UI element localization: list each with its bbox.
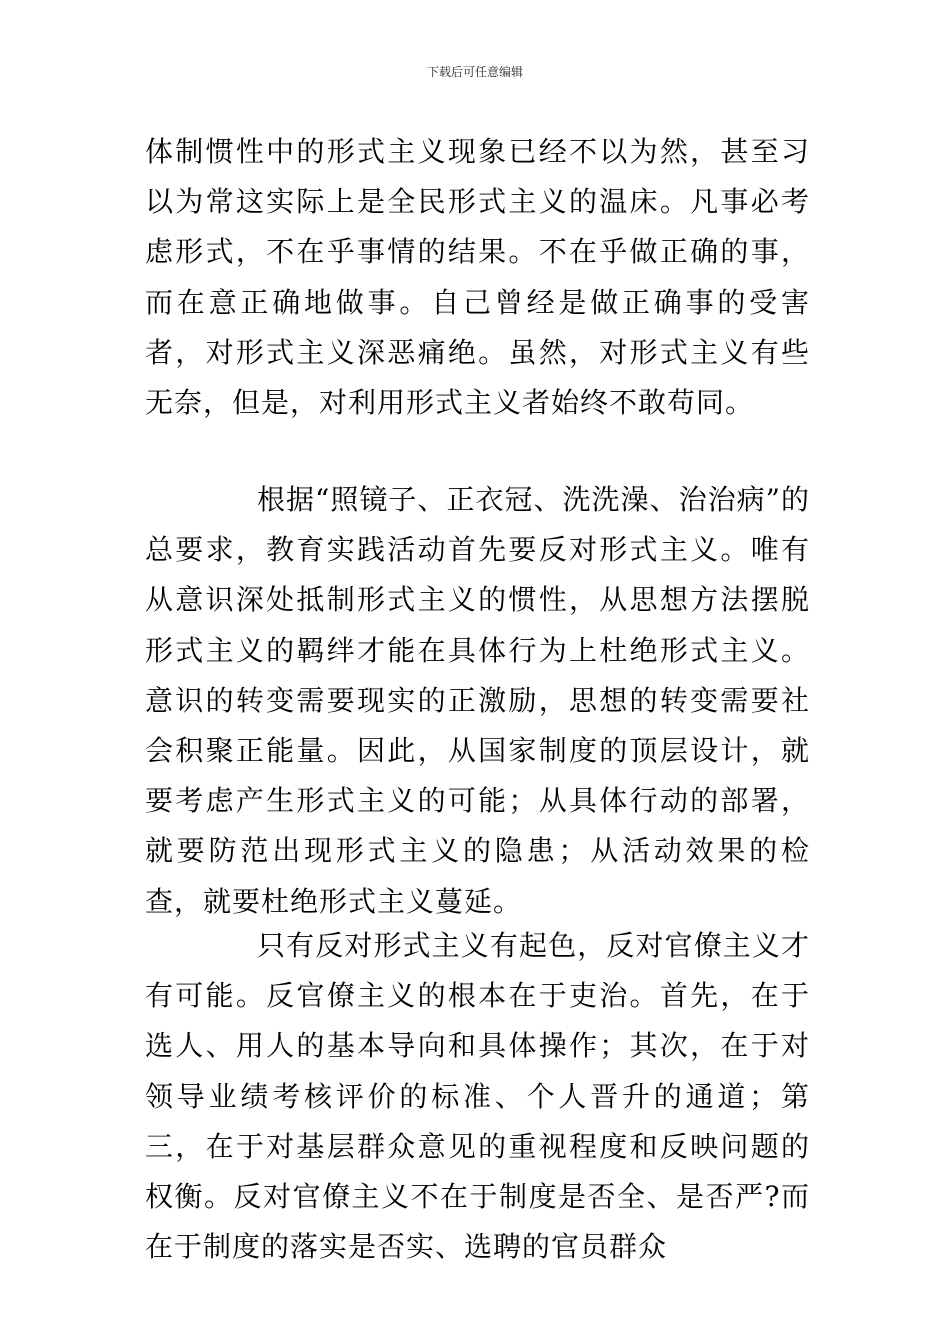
paragraph-2: 根据“照镜子、正衣冠、洗洗澡、治治病”的总要求，教育实践活动首先要反对形式主义。唯有从意识深处抵制形式主义的惯性，从思想方法摆脱形式主义的羁绊才能在具体行为上杜绝形式主义。意识的转变需要现实的正激励，思想的转变需要社会积聚正能量。因此，从国家制度的顶层设计，就要考虑产生形式主义的可能；从具体行动的部署，就要防范出现形式主义的隐患；从活动效果的检查，就要杜绝形式主义蔓延。 xyxy=(145,483,810,918)
paragraph-1: 体制惯性中的形式主义现象已经不以为然，甚至习以为常这实际上是全民形式主义的温床。凡事必考虑形式，不在乎事情的结果。不在乎做正确的事，而在意正确地做事。自己曾经是做正确事的受害者，对形式主义深恶痛绝。虽然，对形式主义有些无奈，但是，对利用形式主义者始终不敢苟同。 xyxy=(145,135,810,420)
page-header: 下载后可任意编辑 xyxy=(426,65,523,79)
paragraph-3: 只有反对形式主义有起色，反对官僚主义才有可能。反官僚主义的根本在于吏治。首先，在于选人、用人的基本导向和具体操作；其次，在于对领导业绩考核评价的标准、个人晋升的通道；第三，在于对基层群众意见的重视程度和反映问题的权衡。反对官僚主义不在于制度是否全、是否严?而在于制度的落实是否实、选聘的官员群众 xyxy=(145,929,810,1264)
